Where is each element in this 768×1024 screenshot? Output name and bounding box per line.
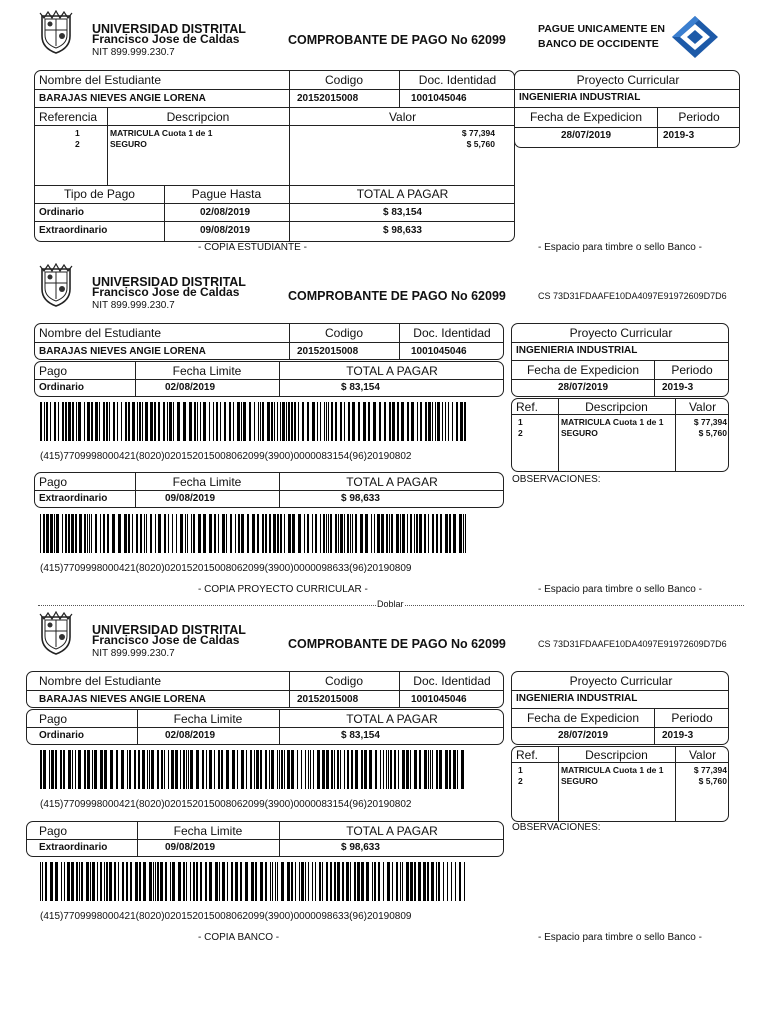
university-nit: NIT 899.999.230.7 xyxy=(92,47,175,58)
period-header: Periodo xyxy=(671,711,713,725)
item-ref: 2 xyxy=(518,776,523,786)
doc-id-header: Doc. Identidad xyxy=(413,326,491,340)
extraordinary-total: $ 98,633 xyxy=(341,493,380,504)
ordinary-date: 02/08/2019 xyxy=(165,730,216,741)
extraordinary-barcode-text: (415)7709998000421(8020)020152015008062099(3900)0000098633(96)20190809 xyxy=(40,911,412,922)
total-header: TOTAL A PAGAR xyxy=(346,824,438,838)
extraordinary-total: $ 98,633 xyxy=(341,842,380,853)
item-ref: 1 xyxy=(518,417,523,427)
extraordinary-label: Extraordinario xyxy=(39,842,108,853)
university-crest-icon xyxy=(36,10,76,54)
item-description: MATRICULA Cuota 1 de 1 xyxy=(561,417,664,427)
item-value: $ 77,394 xyxy=(693,765,727,775)
university-name: UNIVERSIDAD DISTRITAL xyxy=(92,275,246,289)
ordinary-barcode-text: (415)7709998000421(8020)020152015008062099(3900)0000083154(96)20190802 xyxy=(40,451,412,462)
item-description: SEGURO xyxy=(110,139,147,149)
code-header: Codigo xyxy=(324,674,364,688)
total-header: TOTAL A PAGAR xyxy=(346,475,438,489)
stamp-space-note: - Espacio para timbre o sello Banco - xyxy=(538,932,702,943)
university-crest-icon xyxy=(36,611,76,655)
pay-until-header: Pague Hasta xyxy=(191,187,262,201)
extraordinary-date: 09/08/2019 xyxy=(165,842,216,853)
issue-date: 28/07/2019 xyxy=(557,382,609,393)
observations-label: OBSERVACIONES: xyxy=(512,822,601,833)
doc-id-header: Doc. Identidad xyxy=(418,73,497,87)
project-box xyxy=(514,70,740,148)
ordinary-total: $ 83,154 xyxy=(341,730,380,741)
ordinary-barcode xyxy=(40,750,466,789)
student-name: BARAJAS NIEVES ANGIE LORENA xyxy=(39,93,206,104)
ordinary-label: Ordinario xyxy=(39,382,85,393)
project-name: INGENIERIA INDUSTRIAL xyxy=(516,345,638,356)
copy-label-student: - COPIA ESTUDIANTE - xyxy=(198,242,307,253)
items-box xyxy=(511,746,729,822)
total-header: TOTAL A PAGAR xyxy=(346,364,438,378)
ordinary-total: $ 83,154 xyxy=(341,382,380,393)
stamp-space-note: - Espacio para timbre o sello Banco - xyxy=(538,584,702,595)
code-header: Codigo xyxy=(324,73,364,87)
stamp-space-note: - Espacio para timbre o sello Banco - xyxy=(538,242,702,253)
limit-date-header: Fecha Limite xyxy=(172,364,242,378)
university-nit: NIT 899.999.230.7 xyxy=(92,648,175,659)
pago-header: Pago xyxy=(39,712,68,726)
item-description: MATRICULA Cuota 1 de 1 xyxy=(110,128,213,138)
student-doc-id: 1001045046 xyxy=(411,93,467,104)
fold-label: Doblar xyxy=(377,599,404,609)
student-mini-box xyxy=(26,671,504,708)
ordinary-payment-box xyxy=(34,361,504,397)
items-box xyxy=(511,398,729,472)
university-name: UNIVERSIDAD DISTRITAL xyxy=(92,22,246,36)
item-ref: 2 xyxy=(518,428,523,438)
item-description: SEGURO xyxy=(561,776,598,786)
issue-date-header: Fecha de Expedicion xyxy=(529,110,643,124)
item-value: $ 5,760 xyxy=(698,428,727,438)
bank-notice xyxy=(538,22,665,52)
extraordinary-payment-box xyxy=(34,472,504,508)
item-ref: 1 xyxy=(518,765,523,775)
item-ref: 2 xyxy=(75,139,80,149)
project-header: Proyecto Curricular xyxy=(569,674,673,688)
student-doc-id: 1001045046 xyxy=(411,694,467,705)
student-name: BARAJAS NIEVES ANGIE LORENA xyxy=(39,694,206,705)
issue-date-header: Fecha de Expedicion xyxy=(526,711,640,725)
ordinary-payment-box xyxy=(26,709,504,745)
receipt-title: COMPROBANTE DE PAGO No 62099 xyxy=(288,289,506,303)
value-header: Valor xyxy=(688,400,717,414)
extraordinary-barcode xyxy=(40,862,466,901)
period-header: Periodo xyxy=(678,110,720,124)
period: 2019-3 xyxy=(662,382,694,393)
observations-label: OBSERVACIONES: xyxy=(512,474,601,485)
bank-notice-line1: PAGUE UNICAMENTE EN xyxy=(538,23,665,35)
total-header: TOTAL A PAGAR xyxy=(346,712,438,726)
period-header: Periodo xyxy=(671,363,713,377)
project-name: INGENIERIA INDUSTRIAL xyxy=(516,693,638,704)
extraordinary-date: 09/08/2019 xyxy=(165,493,216,504)
item-value: $ 5,760 xyxy=(466,139,495,149)
student-code: 20152015008 xyxy=(297,346,359,357)
receipt-title: COMPROBANTE DE PAGO No 62099 xyxy=(288,637,506,651)
student-code: 20152015008 xyxy=(297,93,359,104)
pago-header: Pago xyxy=(39,364,68,378)
student-name-header: Nombre del Estudiante xyxy=(39,674,162,688)
student-info-box xyxy=(34,70,515,242)
university-nit: NIT 899.999.230.7 xyxy=(92,300,175,311)
period: 2019-3 xyxy=(662,730,694,741)
ordinary-barcode xyxy=(40,402,466,441)
ordinary-total: $ 83,154 xyxy=(383,207,422,218)
project-box xyxy=(511,323,729,397)
pago-header: Pago xyxy=(39,475,68,489)
university-subname: Francisco Jose de Caldas xyxy=(92,285,240,299)
ref-header: Ref. xyxy=(516,400,539,414)
extraordinary-label: Extraordinario xyxy=(39,225,108,236)
item-ref: 1 xyxy=(75,128,80,138)
reference-header: Referencia xyxy=(39,110,98,124)
limit-date-header: Fecha Limite xyxy=(172,475,242,489)
limit-date-header: Fecha Limite xyxy=(173,712,243,726)
receipt-title: COMPROBANTE DE PAGO No 62099 xyxy=(288,33,506,47)
extraordinary-barcode-text: (415)7709998000421(8020)020152015008062099(3900)0000098633(96)20190809 xyxy=(40,563,412,574)
limit-date-header: Fecha Limite xyxy=(173,824,243,838)
bank-logo-icon xyxy=(670,14,720,60)
ordinary-date: 02/08/2019 xyxy=(165,382,216,393)
description-header: Descripcion xyxy=(166,110,230,124)
copy-label-bank: - COPIA BANCO - xyxy=(198,932,280,943)
student-name-header: Nombre del Estudiante xyxy=(39,326,162,340)
bank-notice-line2: BANCO DE OCCIDENTE xyxy=(538,38,659,50)
value-header: Valor xyxy=(688,748,717,762)
university-name: UNIVERSIDAD DISTRITAL xyxy=(92,623,246,637)
item-value: $ 77,394 xyxy=(461,128,495,138)
extraordinary-date: 09/08/2019 xyxy=(200,225,251,236)
project-header: Proyecto Curricular xyxy=(569,326,673,340)
extraordinary-total: $ 98,633 xyxy=(383,225,422,236)
university-subname: Francisco Jose de Caldas xyxy=(92,633,240,647)
extraordinary-payment-box xyxy=(26,821,504,857)
period: 2019-3 xyxy=(663,130,695,141)
student-name: BARAJAS NIEVES ANGIE LORENA xyxy=(39,346,206,357)
issue-date-header: Fecha de Expedicion xyxy=(526,363,640,377)
cs-code: CS 73D31FDAAFE10DA4097E91972609D7D6 xyxy=(538,639,727,649)
university-subname: Francisco Jose de Caldas xyxy=(92,32,240,46)
ordinary-label: Ordinario xyxy=(39,730,85,741)
student-name-header: Nombre del Estudiante xyxy=(39,73,162,87)
description-header: Descripcion xyxy=(585,748,648,762)
ordinary-date: 02/08/2019 xyxy=(200,207,251,218)
extraordinary-barcode xyxy=(40,514,466,553)
pago-header: Pago xyxy=(39,824,68,838)
project-name: INGENIERIA INDUSTRIAL xyxy=(519,92,641,103)
doc-id-header: Doc. Identidad xyxy=(413,674,491,688)
extraordinary-label: Extraordinario xyxy=(39,493,108,504)
ordinary-label: Ordinario xyxy=(39,207,85,218)
code-header: Codigo xyxy=(324,326,364,340)
student-mini-box xyxy=(34,323,504,360)
payment-type-header: Tipo de Pago xyxy=(64,187,135,201)
item-value: $ 5,760 xyxy=(698,776,727,786)
university-crest-icon xyxy=(36,263,76,307)
issue-date: 28/07/2019 xyxy=(560,130,612,141)
item-description: SEGURO xyxy=(561,428,598,438)
ref-header: Ref. xyxy=(516,748,539,762)
project-box xyxy=(511,671,729,745)
student-doc-id: 1001045046 xyxy=(411,346,467,357)
student-code: 20152015008 xyxy=(297,694,359,705)
item-value: $ 77,394 xyxy=(693,417,727,427)
description-header: Descripcion xyxy=(585,400,648,414)
project-header: Proyecto Curricular xyxy=(576,73,680,87)
issue-date: 28/07/2019 xyxy=(557,730,609,741)
total-header: TOTAL A PAGAR xyxy=(356,187,449,201)
value-header: Valor xyxy=(388,110,417,124)
item-description: MATRICULA Cuota 1 de 1 xyxy=(561,765,664,775)
copy-label-project: - COPIA PROYECTO CURRICULAR - xyxy=(198,584,368,595)
ordinary-barcode-text: (415)7709998000421(8020)020152015008062099(3900)0000083154(96)20190802 xyxy=(40,799,412,810)
cs-code: CS 73D31FDAAFE10DA4097E91972609D7D6 xyxy=(538,291,727,301)
